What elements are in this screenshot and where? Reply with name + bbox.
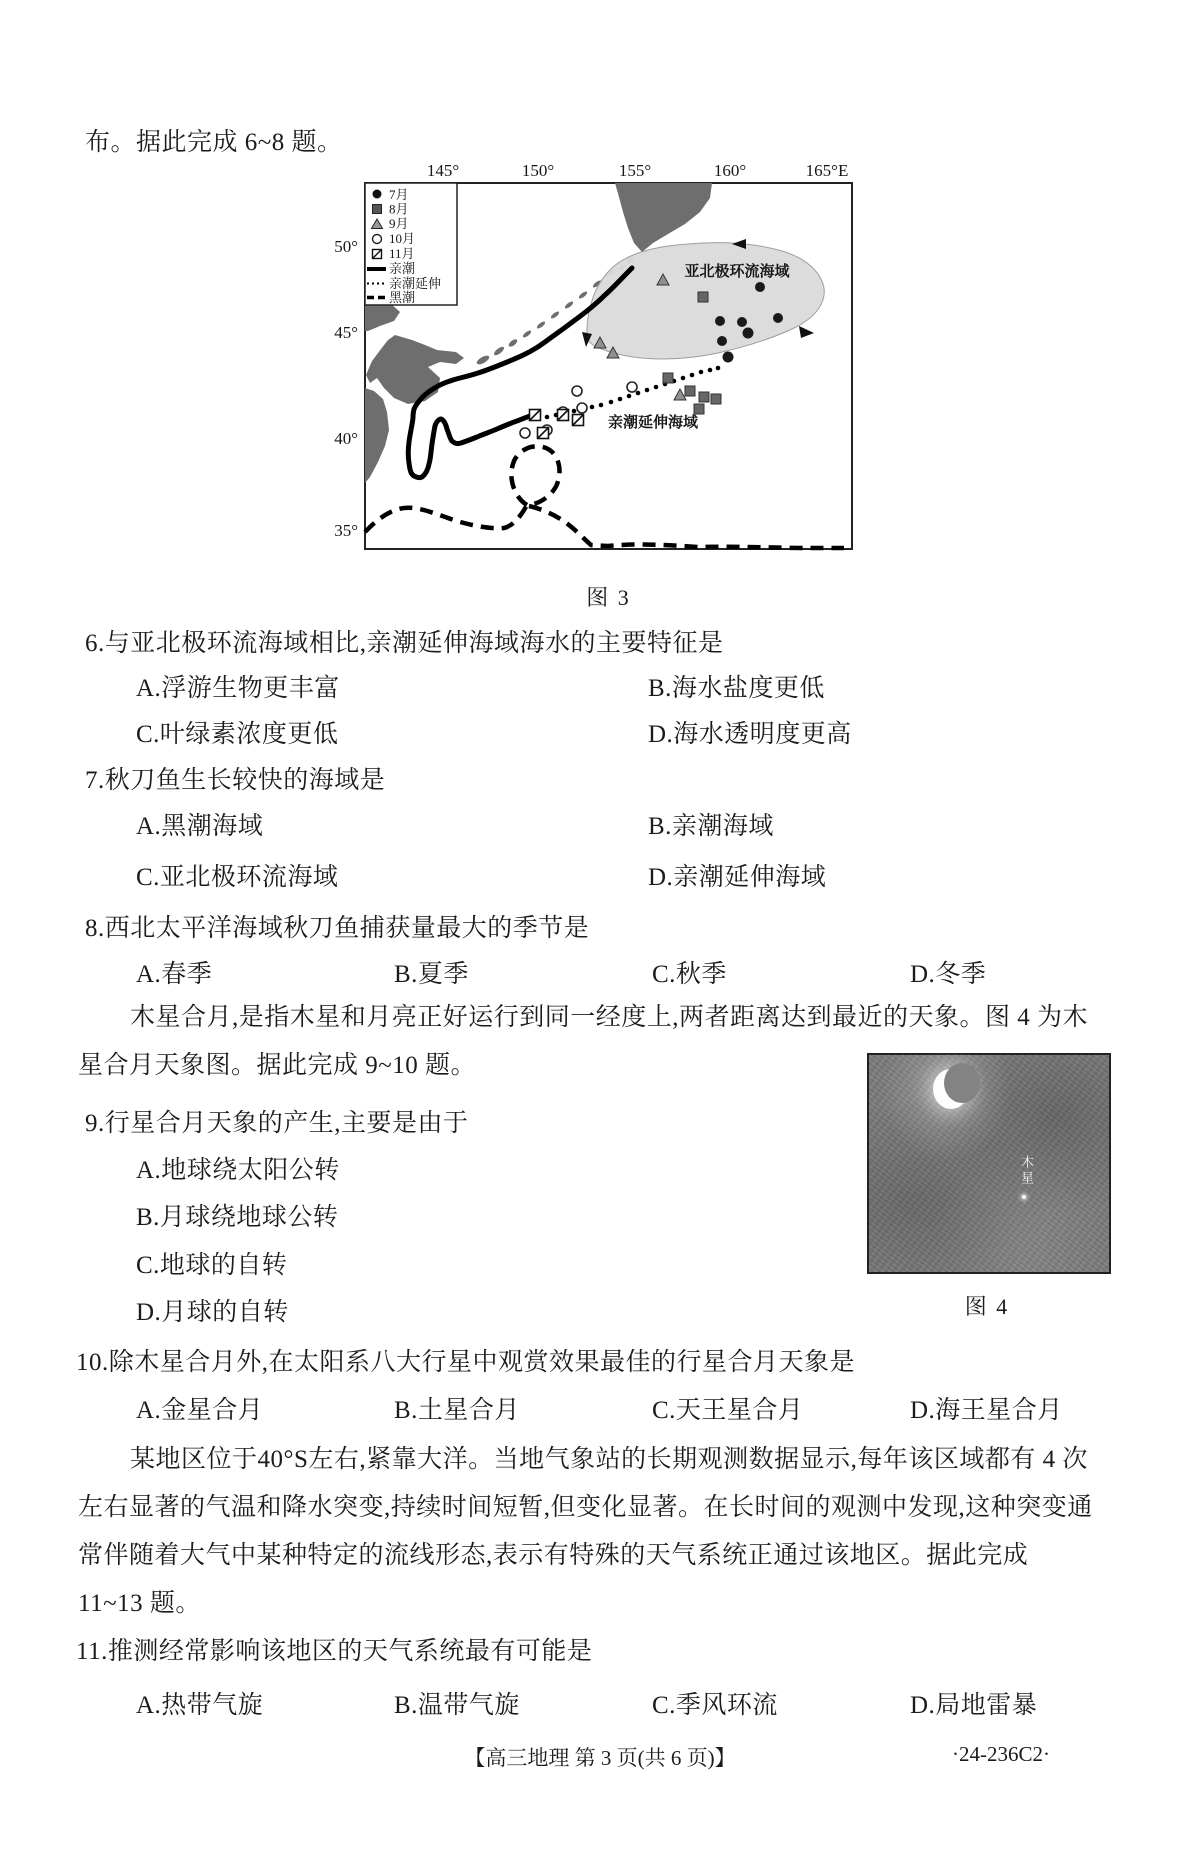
- question-7-option-c: C.亚北极环流海域: [136, 864, 339, 891]
- land-honshu: [365, 388, 389, 483]
- question-7-option-a: A.黑潮海域: [136, 813, 264, 840]
- question-10-stem: 10.除木星合月外,在太阳系八大行星中观赏效果最佳的行星合月天象是: [76, 1349, 856, 1376]
- question-10-option-a: A.金星合月: [136, 1397, 264, 1424]
- question-11-option-b: B.温带气旋: [394, 1692, 520, 1719]
- figure3-map: [270, 140, 870, 560]
- question-11-stem: 11.推测经常影响该地区的天气系统最有可能是: [76, 1638, 593, 1665]
- question-6-option-d: D.海水透明度更高: [648, 721, 852, 748]
- lat-label-40: 40°: [334, 429, 358, 448]
- question-11-option-d: D.局地雷暴: [910, 1692, 1038, 1719]
- figure3-caption: 图 3: [586, 585, 631, 610]
- gyre-region-label: 亚北极环流海域: [684, 264, 790, 280]
- question-6-option-c: C.叶绿素浓度更低: [136, 721, 339, 748]
- legend-filled-circle-icon: [373, 190, 382, 199]
- legend-label-extension: 亲潮延伸: [389, 276, 442, 291]
- question-9-option-b: B.月球绕地球公转: [136, 1204, 339, 1231]
- legend-diagonal-square-icon: [373, 250, 382, 259]
- jupiter-paragraph-line2: 星合月天象图。据此完成 9~10 题。: [78, 1052, 477, 1079]
- question-8-option-a: A.春季: [136, 961, 213, 988]
- legend-label-jul: 7月: [389, 187, 409, 202]
- lat-label-45: 45°: [334, 323, 358, 342]
- footer-page-number: 【高三地理 第 3 页(共 6 页)】: [464, 1746, 736, 1770]
- legend-open-circle-icon: [373, 235, 382, 244]
- question-9-option-c: C.地球的自转: [136, 1252, 288, 1279]
- intro-line: 布。据此完成 6~8 题。: [85, 129, 343, 156]
- storm-paragraph-line2: 左右显著的气温和降水突变,持续时间短暂,但变化显著。在长时间的观测中发现,这种突变通: [78, 1494, 1093, 1521]
- extension-region-label: 亲潮延伸海域: [608, 415, 699, 431]
- question-10-option-d: D.海王星合月: [910, 1397, 1063, 1424]
- question-7-option-b: B.亲潮海域: [648, 813, 774, 840]
- map-legend: [365, 183, 457, 305]
- footer-paper-code: ·24-236C2·: [952, 1742, 1050, 1766]
- legend-label-sep: 9月: [389, 216, 409, 231]
- land-hokkaido: [366, 335, 464, 404]
- legend-label-kuroshio: 黑潮: [389, 290, 416, 305]
- lat-label-50: 50°: [334, 237, 358, 256]
- question-9-stem: 9.行星合月天象的产生,主要是由于: [85, 1110, 469, 1137]
- question-8-option-d: D.冬季: [910, 961, 987, 988]
- question-10-option-c: C.天王星合月: [652, 1397, 804, 1424]
- question-11-option-c: C.季风环流: [652, 1692, 778, 1719]
- question-6-option-b: B.海水盐度更低: [648, 675, 825, 702]
- lon-label-150: 150°: [521, 161, 555, 180]
- legend-label-nov: 11月: [389, 246, 415, 261]
- question-9-option-d: D.月球的自转: [136, 1299, 289, 1326]
- kuroshio-current-line: [365, 446, 844, 548]
- question-8-stem: 8.西北太平洋海域秋刀鱼捕获量最大的季节是: [85, 915, 590, 942]
- legend-filled-square-icon: [373, 205, 382, 214]
- storm-paragraph-line4: 11~13 题。: [78, 1590, 201, 1617]
- lon-label-165e: 165°E: [805, 161, 849, 180]
- legend-label-aug: 8月: [389, 201, 409, 217]
- lat-label-35: 35°: [334, 521, 358, 540]
- storm-paragraph-line1: 某地区位于40°S左右,紧靠大洋。当地气象站的长期观测数据显示,每年该区域都有 4 次: [130, 1446, 1088, 1473]
- legend-label-oyashio: 亲潮: [389, 261, 416, 276]
- lon-label-160: 160°: [713, 161, 747, 180]
- jupiter-dot: [1022, 1195, 1026, 1199]
- figure4-caption: 图 4: [964, 1294, 1010, 1319]
- question-8-option-b: B.夏季: [394, 961, 469, 988]
- figure4-photo: [867, 1053, 1111, 1274]
- land-kamchatka: [615, 183, 712, 252]
- question-8-option-c: C.秋季: [652, 961, 727, 988]
- jupiter-annotation: 木星: [1019, 1155, 1034, 1187]
- question-7-option-d: D.亲潮延伸海域: [648, 864, 827, 891]
- crescent-moon-shadow: [944, 1063, 980, 1103]
- jupiter-paragraph-line1: 木星合月,是指木星和月亮正好运行到同一经度上,两者距离达到最近的天象。图 4 为木: [130, 1004, 1089, 1031]
- question-9-option-a: A.地球绕太阳公转: [136, 1157, 340, 1184]
- question-7-stem: 7.秋刀鱼生长较快的海域是: [85, 767, 386, 794]
- legend-label-oct: 10月: [389, 231, 416, 246]
- lon-label-145: 145°: [426, 161, 460, 180]
- question-6-stem: 6.与亚北极环流海域相比,亲潮延伸海域海水的主要特征是: [85, 630, 724, 657]
- question-11-option-a: A.热带气旋: [136, 1692, 264, 1719]
- question-10-option-b: B.土星合月: [394, 1397, 520, 1424]
- question-6-option-a: A.浮游生物更丰富: [136, 675, 340, 702]
- lon-label-155: 155°: [618, 161, 652, 180]
- storm-paragraph-line3: 常伴随着大气中某种特定的流线形态,表示有特殊的天气系统正通过该地区。据此完成: [78, 1542, 1029, 1569]
